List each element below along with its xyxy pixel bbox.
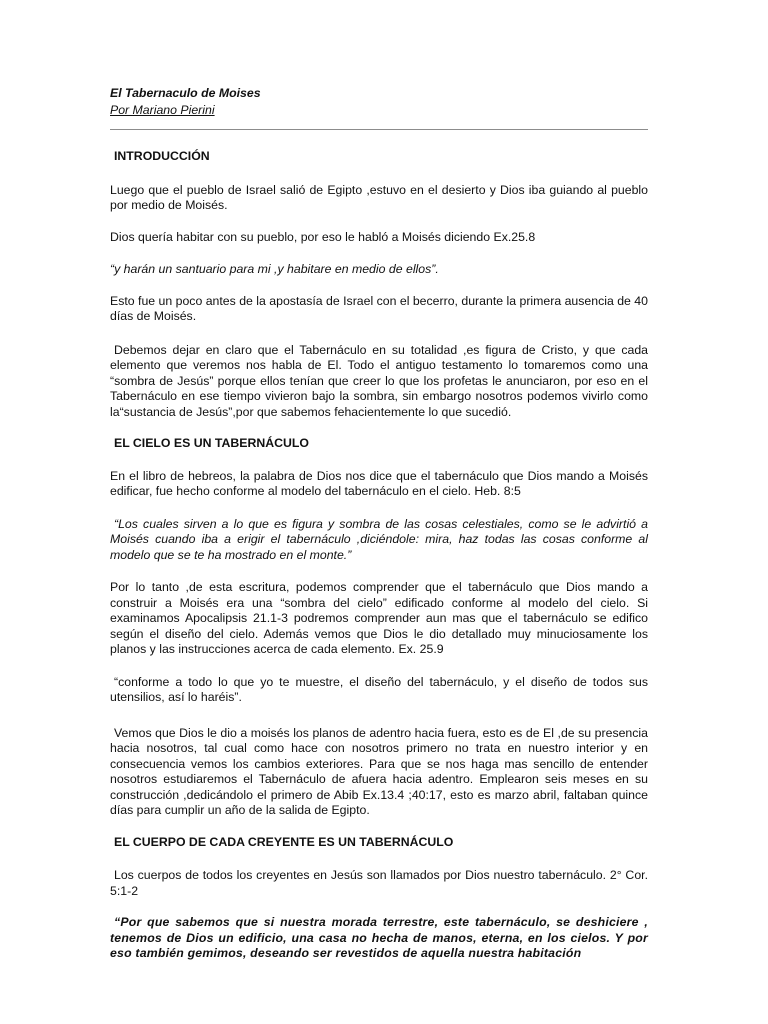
document-body <box>110 86 648 962</box>
quote-ex-25-8: “y harán un santuario para mi ,y habitare en medio de ellos”. <box>110 262 439 276</box>
heading-el-cuerpo: EL CUERPO DE CADA CREYENTE ES UN TABERNÁCULO <box>114 834 454 849</box>
document-title: El Tabernaculo de Moises <box>110 86 261 100</box>
paragraph-cielo-3: Vemos que Dios le dio a moisés los planos de adentro hacia fuera, esto es de El ,de su presencia hacia nosotros, tal cual como hace con nosotros primero no trata en nuestro interior y en consecuencia vemos los cambios exteriores. Para que se nos haga mas sencillo de entender nosotros estudiaremos el Tabernáculo de afuera hacia adentro. Emplearon seis meses en su construcción ,dedicándolo el primero de Abib Ex.13.4 ;40:17, esto es marzo abril, faltaban quince días para cumplir un año de la salida de Egipto. <box>110 725 648 817</box>
paragraph-intro-3: Esto fue un poco antes de la apostasía de Israel con el becerro, durante la primera ausencia de 40 días de Moisés. <box>110 293 648 323</box>
paragraph-intro-4: Debemos dejar en claro que el Tabernáculo en su totalidad ,es figura de Cristo, y que cada elemento que veremos nos habla de El. Todo el antiguo testamento lo tomaremos como una “sombra de Jesús” porque ellos tenían que creer lo que los profetas le anunciaron, por eso en el Tabernáculo en ese tiempo vivieron bajo la sombra, sin embargo nosotros podemos vivirlo como la“sustancia de Jesús”,por que sabemos fehacientemente lo que sucedió. <box>110 342 648 419</box>
paragraph-cielo-2: Por lo tanto ,de esta escritura, podemos comprender que el tabernáculo que Dios mando a construir a Moisés era una “sombra del cielo” edificado conforme al modelo del cielo. Si examinamos Apocalipsis 21.1-3 podremos comprender aun mas que el tabernáculo se edifico según el diseño del cielo. Además vemos que Dios le dio detallado muy minuciosamente los planos y las instrucciones acerca de cada elemento. Ex. 25.9 <box>110 580 648 656</box>
header-divider <box>110 129 648 130</box>
quote-heb-8-5: “Los cuales sirven a lo que es figura y sombra de las cosas celestiales, como se le advirtió a Moisés cuando iba a erigir el tabernáculo ,diciéndole: mira, haz todas las cosas conforme al modelo que se te ha mostrado en el monte.” <box>110 516 648 562</box>
paragraph-cielo-1: En el libro de hebreos, la palabra de Dios nos dice que el tabernáculo que Dios mando a Moisés edificar, fue hecho conforme al modelo del tabernáculo en el cielo. Heb. 8:5 <box>110 468 648 498</box>
heading-el-cielo: EL CIELO ES UN TABERNÁCULO <box>114 436 309 450</box>
paragraph-intro-1: Luego que el pueblo de Israel salió de Egipto ,estuvo en el desierto y Dios iba guiando al pueblo por medio de Moisés. <box>110 182 648 212</box>
quote-ex-25-9: “conforme a todo lo que yo te muestre, el diseño del tabernáculo, y el diseño de todos sus utensilios, así lo haréis”. <box>110 674 648 704</box>
quote-2-cor-5-1: “Por que sabemos que si nuestra morada terrestre, este tabernáculo, se deshiciere , tenemos de Dios un edificio, una casa no hecha de manos, eterna, en los cielos. Y por eso también gemimos, deseando ser revestidos de aquella nuestra habitación <box>110 915 648 960</box>
heading-introduccion: INTRODUCCIÓN <box>114 149 210 163</box>
paragraph-intro-2: Dios quería habitar con su pueblo, por eso le habló a Moisés diciendo Ex.25.8 <box>110 229 536 244</box>
paragraph-cuerpo-1: Los cuerpos de todos los creyentes en Jesús son llamados por Dios nuestro tabernáculo. 2° Cor. 5:1-2 <box>110 868 648 898</box>
document-author: Por Mariano Pierini <box>110 102 215 117</box>
